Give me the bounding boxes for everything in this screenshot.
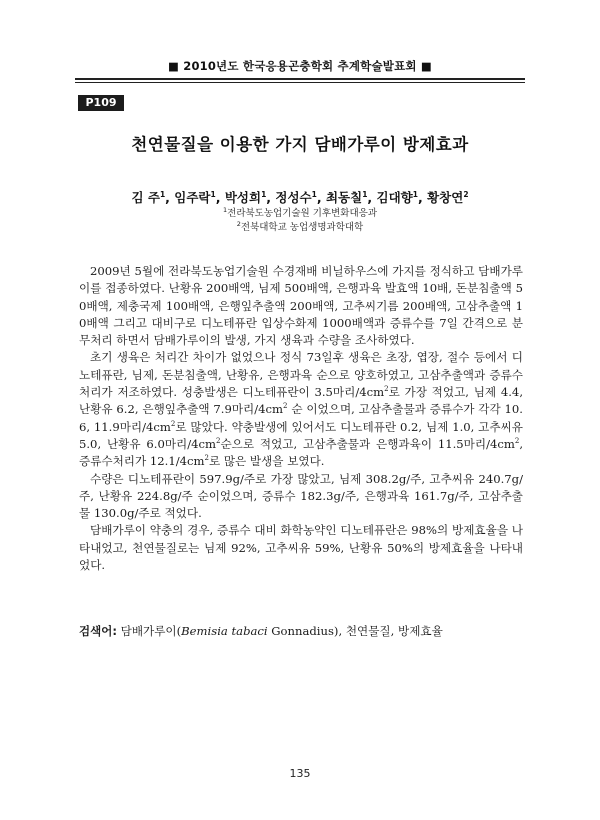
- superscript-two: 2: [514, 437, 520, 446]
- author-name: 정성수: [275, 190, 312, 205]
- affiliation-list: [0, 207, 600, 235]
- header-rule-thin: [75, 82, 525, 83]
- keywords-label: 검색어:: [79, 624, 117, 638]
- paragraph-fragment: 초기 생육은 처리간 차이가 없었으나 정식 73일후 생육은 초장, 엽장, 절수 등에서 디노테퓨란, 님제, 돈분침출액, 난황유, 은행과육 순으로 양호하였고, 고삼추출액과 증류수 처리가 저조하였다. 성충발생은 디노테퓨란이 3.5마리/4cm: [79, 350, 523, 400]
- superscript-two: 2: [170, 419, 176, 428]
- paper-title: 천연물질을 이용한 가지 담배가루이 방제효과: [131, 135, 469, 154]
- superscript-two: 2: [384, 385, 389, 394]
- conference-header: ■ 2010년도 한국응용곤충학회 추계학술발표회 ■: [167, 59, 432, 73]
- affiliation-mark: 1: [223, 205, 228, 214]
- author-affil-mark: 1: [261, 189, 267, 199]
- paragraph-fragment: 순으로 적었고, 고삼추출물과 은행과육이 11.5마리/4cm: [220, 436, 515, 451]
- author-affil-mark: 1: [362, 189, 368, 199]
- author-separator: ,: [316, 190, 326, 205]
- abstract-paragraph-methods: 2009년 5월에 전라북도농업기술원 수경재배 비닐하우스에 가지를 정식하고 담배가루이를 접종하였다. 난황유 200배액, 님제 500배액, 은행과육 발효액 10배, 돈분침출액 50배액, 제충국제 100배액, 은행잎추출액 200배액, 고추씨기름 200배액, 고삼추출액 10배액 그리고 대비구로 디노테퓨란 입상수화제 1000배액과 증류수를 7일 간격으로 분무처리 하면서 담배가루이의 발생, 가지 생육과 수량을 조사하였다.: [79, 264, 523, 348]
- paragraph-fragment: , 증류수처리가 12.1/4cm: [79, 436, 524, 469]
- author-affil-mark: 1: [311, 189, 317, 199]
- author-name: 김대향: [376, 190, 413, 205]
- keywords-text: 담배가루이(: [116, 624, 182, 638]
- author-separator: ,: [417, 190, 428, 205]
- abstract-paragraph-efficacy: 담배가루이 약충의 경우, 증류수 대비 화학농약인 디노테퓨란은 98%의 방제효율을 나타내었고, 천연물질로는 님제 92%, 고추씨유 59%, 난황유 50%의 방제효율을 나타내었다.: [79, 523, 523, 573]
- superscript-two: 2: [283, 402, 288, 411]
- author-name: 임주락: [174, 190, 211, 205]
- paragraph-fragment: 로 가장 적었고, 님제 4.4, 난황유 6.2, 은행잎추출액 7.9마리/4cm: [79, 385, 523, 417]
- header-rule-thick: [75, 78, 525, 80]
- author-separator: ,: [266, 190, 276, 205]
- paragraph-fragment: 로 많은 발생을 보였다.: [208, 454, 325, 469]
- keywords-text: Gonnadius), 천연물질, 방제효율: [267, 624, 443, 638]
- author-affil-mark: 1: [159, 189, 166, 199]
- author-name: 김 주: [131, 190, 160, 205]
- affiliation-text: 전라북도농업기술원 기후변화대응과: [227, 208, 377, 219]
- author-separator: ,: [165, 190, 175, 205]
- keywords-line: [79, 623, 523, 640]
- affiliation-line: [0, 221, 600, 235]
- author-name: 박성희: [224, 190, 262, 205]
- author-name: 최동칠: [325, 190, 363, 205]
- abstract-body: [79, 263, 523, 574]
- author-affil-mark: 1: [210, 189, 216, 199]
- abstract-id-badge: P109: [78, 95, 124, 111]
- author-name: 황창연: [427, 190, 464, 205]
- author-separator: ,: [215, 190, 225, 205]
- abstract-paragraph-growth: [79, 349, 523, 470]
- author-affil-mark: 1: [412, 189, 418, 199]
- author-affil-mark: 2: [463, 189, 469, 199]
- affiliation-text: 전북대학교 농업생명과학대학: [240, 222, 364, 233]
- superscript-two: 2: [204, 454, 209, 463]
- keywords-scientific-name: Bemisia tabaci: [181, 624, 268, 638]
- superscript-two: 2: [216, 437, 221, 446]
- page-number: 135: [289, 767, 311, 780]
- affiliation-line: [0, 207, 600, 221]
- paragraph-fragment: 로 많았다. 약충발생에 있어서도 디노테퓨란 0.2, 님제 1.0, 고추씨유 5.0, 난황유 6.0마리/4cm: [79, 419, 523, 451]
- abstract-paragraph-yield: 수량은 디노테퓨란이 597.9g/주로 가장 많았고, 님제 308.2g/주, 고추씨유 240.7g/주, 난황유 224.8g/주 순이었으며, 증류수 182.3g/주, 은행과육 161.7g/주, 고삼추출물 130.0g/주로 적었다.: [79, 471, 523, 521]
- paragraph-fragment: 순 이었으며, 고삼추출물과 증류수가 각각 10.6, 11.9마리/4cm: [79, 402, 523, 434]
- author-list: [0, 188, 600, 206]
- affiliation-mark: 2: [236, 219, 241, 228]
- author-separator: ,: [367, 190, 377, 205]
